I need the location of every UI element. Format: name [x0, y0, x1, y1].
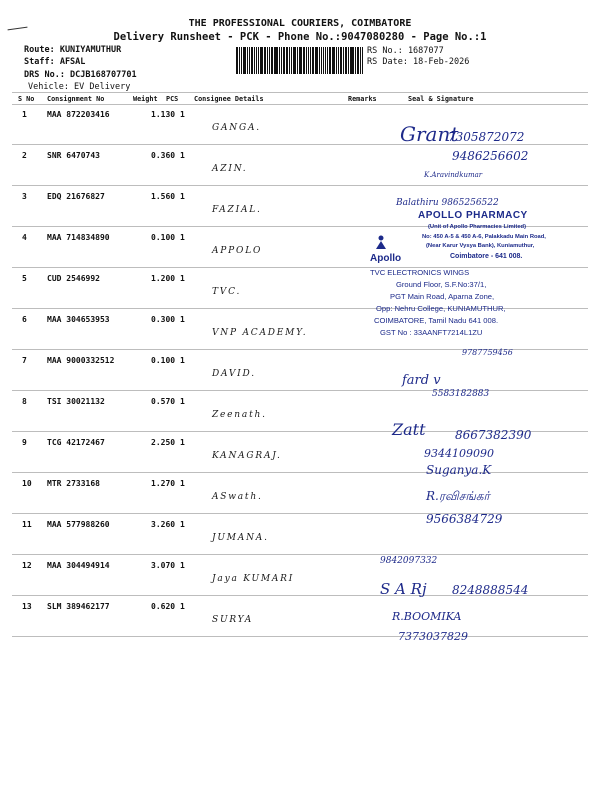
row-weight: 1.270 — [151, 479, 176, 488]
signature-phone-7: 9787759456 — [462, 348, 513, 357]
row-pcs: 1 — [180, 356, 185, 365]
row-weight: 0.570 — [151, 397, 176, 406]
row-divider — [12, 636, 588, 637]
row-pcs: 1 — [180, 274, 185, 283]
row-pcs: 1 — [180, 192, 185, 201]
row-consignment-no: SLM 389462177 — [47, 602, 110, 611]
rs-number: RS No.: 1687077 — [367, 46, 444, 56]
row-weight: 0.300 — [151, 315, 176, 324]
col-pcs: PCS — [166, 95, 179, 103]
company-title: THE PROFESSIONAL COURIERS, COIMBATORE — [188, 18, 412, 29]
row-sno: 12 — [22, 561, 32, 570]
row-pcs: 1 — [180, 602, 185, 611]
signature-phone-10: 9566384729 — [426, 512, 503, 526]
signature-phone-2: 9486256602 — [452, 149, 529, 163]
col-seal-signature: Seal & Signature — [408, 95, 474, 103]
row-pcs: 1 — [180, 397, 185, 406]
row-sno: 4 — [22, 233, 27, 242]
col-consignment: Consignment No — [47, 95, 105, 103]
row-pcs: 1 — [180, 438, 185, 447]
row-weight: 3.260 — [151, 520, 176, 529]
signature-phone-11: 9842097332 — [380, 556, 438, 566]
row-weight: 0.100 — [151, 233, 176, 242]
signature-phone-3: Balathiru 9865256522 — [396, 198, 499, 208]
row-sno: 5 — [22, 274, 27, 283]
row-weight: 0.360 — [151, 151, 176, 160]
route-label: Route: KUNIYAMUTHUR — [24, 45, 122, 55]
runsheet-subtitle: Delivery Runsheet - PCK - Phone No.:9047080280 - Page No.:1 — [113, 31, 487, 43]
table-row — [0, 473, 600, 514]
signature-mark-12: S A Rj — [380, 580, 427, 598]
table-row — [0, 514, 600, 555]
signature-phone-13: 7373037829 — [398, 630, 468, 643]
signature-name-2: K.Aravindkumar — [424, 171, 483, 179]
row-weight: 0.620 — [151, 602, 176, 611]
row-weight: 3.070 — [151, 561, 176, 570]
rs-date: RS Date: 18-Feb-2026 — [367, 57, 470, 67]
row-consignment-no: MAA 714834890 — [47, 233, 110, 242]
header-rule-top — [12, 92, 588, 93]
col-sno: S No — [18, 95, 35, 103]
stamp-line-1: (Unit of Apollo Pharmacies Limited) — [428, 224, 527, 230]
staff-label: Staff: AFSAL — [24, 57, 86, 67]
drs-number: DRS No.: DCJB168707701 — [24, 70, 137, 80]
signature-name-10: R.ரவிசங்கர் — [426, 489, 490, 503]
signature-mark-7: fard v — [402, 373, 441, 388]
tvc-address-1: Ground Floor, S.F.No:37/1, — [396, 280, 487, 289]
row-sno: 2 — [22, 151, 27, 160]
row-consignment-no: TSI 30021132 — [47, 397, 105, 406]
signature-phone-12: 8248888544 — [452, 583, 529, 597]
row-weight: 1.560 — [151, 192, 176, 201]
row-sno: 13 — [22, 602, 32, 611]
tvc-name: TVC ELECTRONICS WINGS — [370, 268, 470, 277]
row-consignment-no: EDQ 21676827 — [47, 192, 105, 201]
row-consignment-no: MAA 9000332512 — [47, 356, 115, 365]
row-consignee-handwritten: FAZIAL. — [212, 205, 262, 215]
signature-mark: Grant — [400, 122, 459, 146]
tvc-address-3: Opp: Nehru College, KUNIAMUTHUR, — [376, 304, 506, 313]
apollo-pharmacy-stamp — [370, 198, 580, 358]
row-sno: 7 — [22, 356, 27, 365]
signature-phone-7b: 5583182883 — [432, 389, 490, 399]
table-row — [0, 391, 600, 432]
stamp-line-3: (Near Karur Vysya Bank), Kuniamuthur, — [426, 243, 535, 249]
row-sno: 8 — [22, 397, 27, 406]
barcode — [236, 47, 364, 74]
row-pcs: 1 — [180, 151, 185, 160]
signature-name-9: Suganya.K — [426, 463, 492, 477]
row-consignment-no: MAA 304653953 — [47, 315, 110, 324]
row-consignment-no: TCG 42172467 — [47, 438, 105, 447]
table-row — [0, 596, 600, 637]
pharmacy-name: APOLLO PHARMACY — [418, 210, 528, 221]
tvc-address-2: PGT Main Road, Aparna Zone, — [390, 292, 495, 301]
row-consignment-no: MAA 304494914 — [47, 561, 110, 570]
row-consignment-no: MAA 872203416 — [47, 110, 110, 119]
row-consignee-handwritten: GANGA. — [212, 123, 261, 133]
row-consignee-handwritten: JUMANA. — [212, 533, 269, 543]
row-pcs: 1 — [180, 520, 185, 529]
row-pcs: 1 — [180, 233, 185, 242]
row-pcs: 1 — [180, 110, 185, 119]
row-pcs: 1 — [180, 479, 185, 488]
row-sno: 6 — [22, 315, 27, 324]
row-weight: 0.100 — [151, 356, 176, 365]
row-weight: 2.250 — [151, 438, 176, 447]
signature-mark-8: Zatt — [392, 420, 426, 439]
signature-phone-9: 9344109090 — [424, 447, 494, 460]
row-pcs: 1 — [180, 315, 185, 324]
tvc-address-4: COIMBATORE, Tamil Nadu 641 008. — [374, 316, 499, 325]
row-weight: 1.130 — [151, 110, 176, 119]
signature-phone-1: 7305872072 — [448, 130, 525, 144]
tvc-gst: GST No : 33AANFT7214L1ZU — [380, 328, 483, 337]
row-consignment-no: SNR 6470743 — [47, 151, 100, 160]
apollo-logo-icon — [374, 234, 388, 250]
signature-name-13: R.BOOMIKA — [392, 610, 462, 623]
row-consignee-handwritten: AZIN. — [212, 164, 248, 174]
row-consignee-handwritten: VNP ACADEMY. — [212, 328, 308, 338]
col-weight: Weight — [133, 95, 158, 103]
row-pcs: 1 — [180, 561, 185, 570]
row-consignee-handwritten: Zeenath. — [212, 410, 267, 420]
row-sno: 10 — [22, 479, 32, 488]
row-consignee-handwritten: TVC. — [212, 287, 242, 297]
row-consignment-no: CUD 2546992 — [47, 274, 100, 283]
col-consignee: Consignee Details — [194, 95, 264, 103]
stamp-line-4: Coimbatore - 641 008. — [450, 253, 523, 260]
row-sno: 9 — [22, 438, 27, 447]
row-consignee-handwritten: KANAGRAJ. — [212, 451, 282, 461]
col-remarks: Remarks — [348, 95, 377, 103]
row-consignment-no: MTR 2733168 — [47, 479, 100, 488]
row-weight: 1.200 — [151, 274, 176, 283]
row-consignee-handwritten: DAVID. — [212, 369, 256, 379]
row-consignee-handwritten: APPOLO — [212, 246, 263, 256]
apollo-brand: Apollo — [370, 253, 402, 264]
row-consignee-handwritten: Jaya KUMARI — [212, 574, 295, 584]
row-sno: 3 — [22, 192, 27, 201]
row-consignee-handwritten: ASwath. — [212, 492, 263, 502]
row-consignment-no: MAA 577988260 — [47, 520, 110, 529]
signature-phone-8: 8667382390 — [455, 428, 532, 442]
row-sno: 11 — [22, 520, 32, 529]
row-consignee-handwritten: SURYA — [212, 615, 253, 625]
vehicle-label: Vehicle: EV Delivery — [28, 82, 131, 92]
stamp-line-2: No: 450 A-5 & 450 A-6, Palakkadu Main Road, — [422, 234, 546, 240]
row-sno: 1 — [22, 110, 27, 119]
